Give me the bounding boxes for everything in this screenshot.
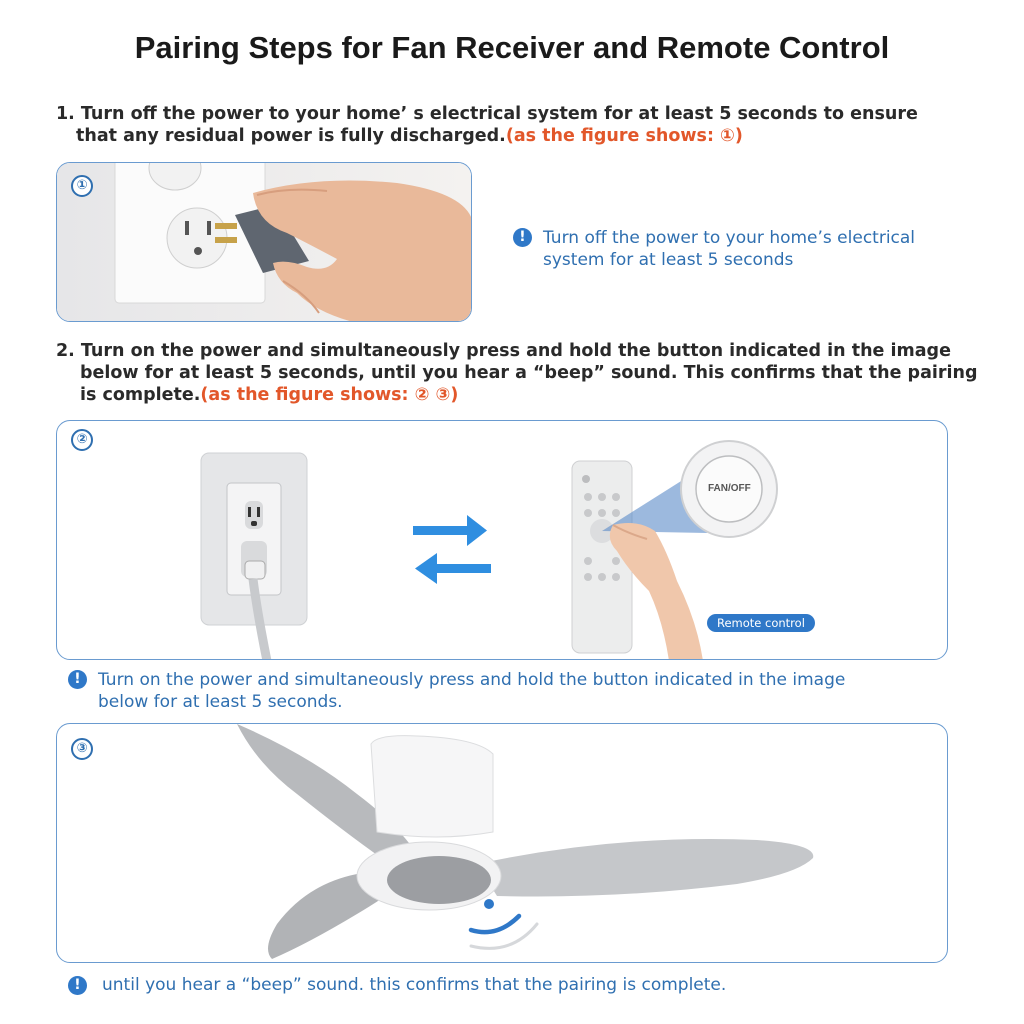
sound-wave-icon bbox=[471, 899, 537, 948]
figure-2-note bbox=[98, 669, 845, 713]
step-1-figure-ref: (as the figure shows: ①) bbox=[505, 126, 743, 146]
figure-1-note-line-2: system for at least 5 seconds bbox=[543, 250, 794, 270]
figure-2-panel bbox=[56, 420, 948, 660]
step-2-line-2: below for at least 5 seconds, until you hear a “beep” sound. This confirms that the pairing bbox=[80, 363, 978, 383]
info-icon: ! bbox=[513, 228, 532, 247]
figure-1-panel bbox=[56, 162, 472, 322]
figure-2-badge: ② bbox=[71, 429, 93, 451]
step-2-line-3-text: is complete. bbox=[80, 385, 201, 405]
page-title: Pairing Steps for Fan Receiver and Remote Control bbox=[134, 30, 890, 65]
step-2-figure-ref: (as the figure shows: ② ③) bbox=[200, 385, 459, 405]
step-1-line-1: 1. Turn off the power to your home’ s electrical system for at least 5 seconds to ensure bbox=[56, 104, 918, 124]
step-2-line-1: 2. Turn on the power and simultaneously press and hold the button indicated in the image bbox=[56, 341, 951, 361]
unplug-illustration bbox=[57, 163, 472, 322]
remote-control-label: Remote control bbox=[707, 614, 815, 632]
figure-1-note-line-1: Turn off the power to your home’s electrical bbox=[543, 228, 916, 248]
figure-2-note-line-2: below for at least 5 seconds. bbox=[98, 692, 343, 712]
step-2-text bbox=[56, 340, 978, 406]
figure-3-note-text: until you hear a “beep” sound. this confirms that the pairing is complete. bbox=[102, 975, 727, 995]
step-2-line-3 bbox=[56, 384, 978, 406]
ceiling-fan-illustration bbox=[57, 724, 948, 963]
figure-3-note bbox=[102, 974, 726, 996]
figure-2-note-line-1: Turn on the power and simultaneously press and hold the button indicated in the image bbox=[98, 670, 846, 690]
step-1-text bbox=[56, 103, 918, 147]
wall-outlet bbox=[201, 453, 307, 660]
step-1-line-2 bbox=[56, 125, 918, 147]
figure-3-panel bbox=[56, 723, 948, 963]
figure-3-badge: ③ bbox=[71, 738, 93, 760]
swap-arrows-icon bbox=[413, 515, 491, 584]
step-1-line-2-text: that any residual power is fully discharged. bbox=[76, 126, 506, 146]
figure-1-badge: ① bbox=[71, 175, 93, 197]
fan-off-button: FAN/OFF bbox=[708, 483, 751, 494]
info-icon: ! bbox=[68, 976, 87, 995]
figure-1-note bbox=[543, 227, 915, 271]
info-icon: ! bbox=[68, 670, 87, 689]
